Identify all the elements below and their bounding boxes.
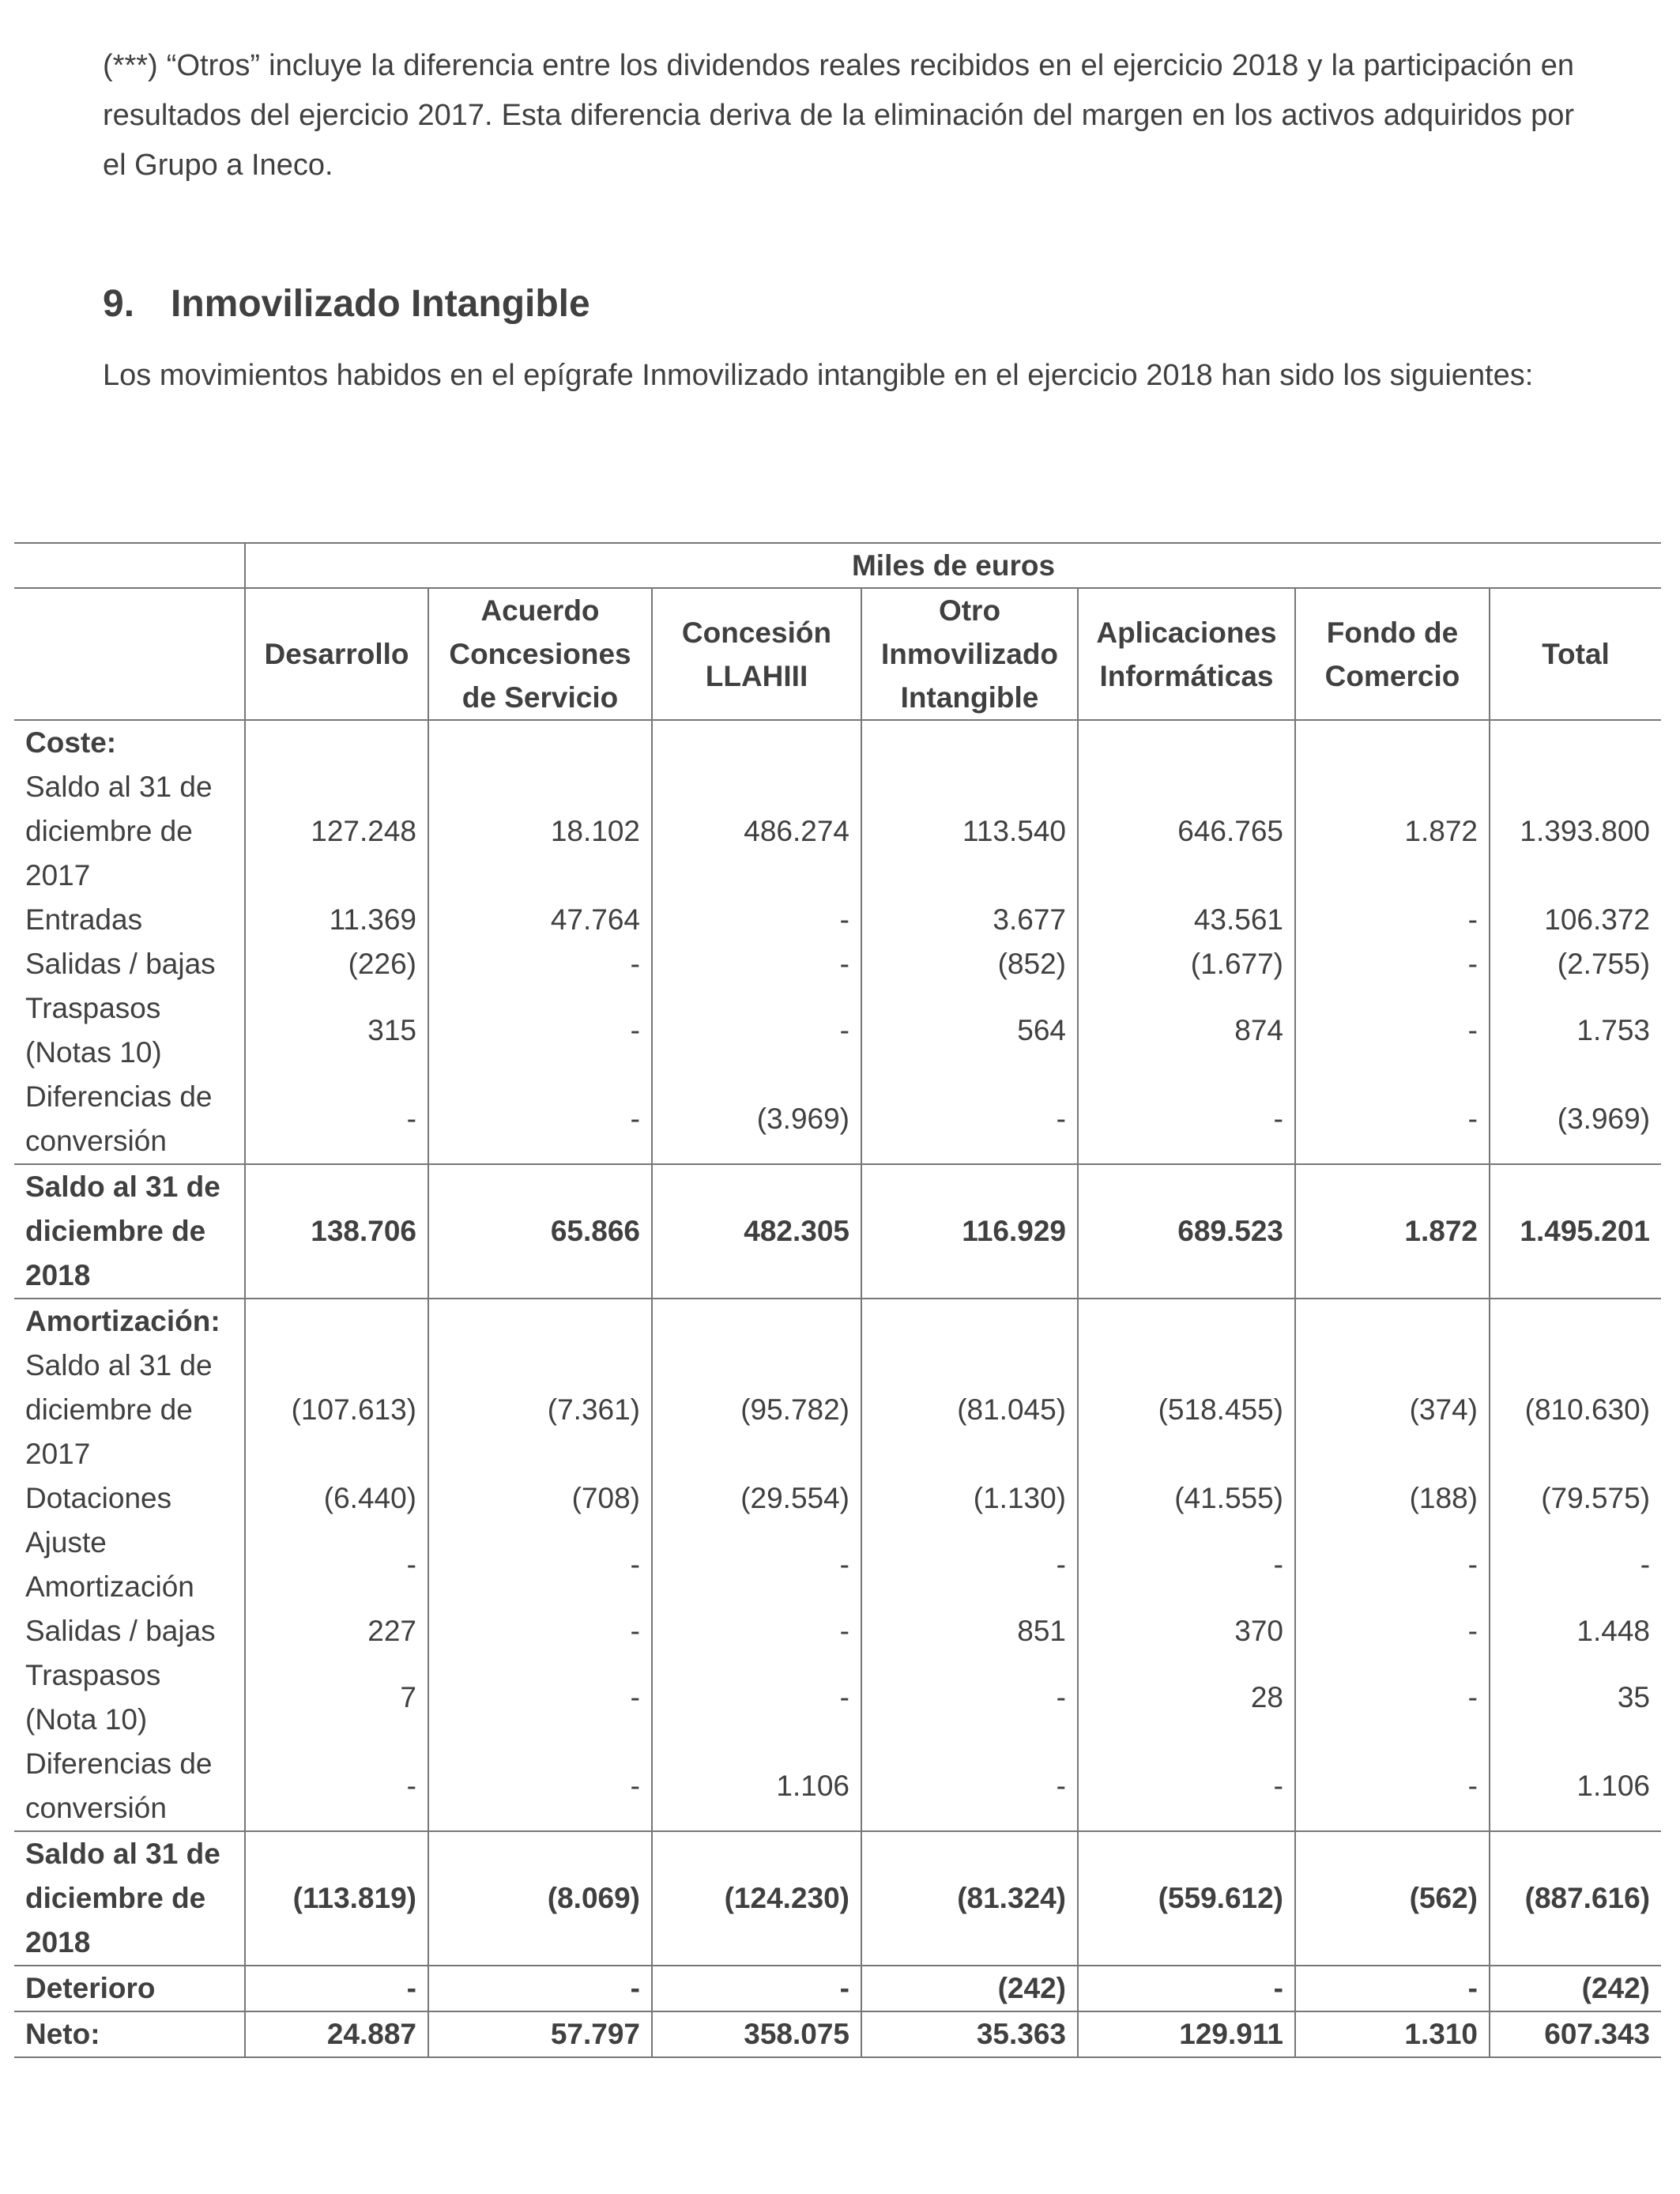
table-cell: (81.324) [861, 1831, 1078, 1966]
table-cell: 35 [1490, 1653, 1661, 1742]
table-cell: 57.797 [428, 2011, 652, 2057]
table-cell-empty [1295, 720, 1490, 765]
table-cell: (95.782) [652, 1344, 861, 1476]
section-title-row [14, 720, 1661, 765]
table-cell-empty [428, 720, 652, 765]
table-cell: 1.310 [1295, 2011, 1490, 2057]
table-cell: (7.361) [428, 1344, 652, 1476]
table-cell: 3.677 [861, 898, 1078, 942]
section-title-row [14, 1299, 1661, 1344]
table-cell: - [1295, 1742, 1490, 1831]
table-cell: (3.969) [1490, 1075, 1661, 1164]
section-number: 9. [103, 283, 135, 325]
table-cell: 1.495.201 [1490, 1164, 1661, 1299]
table-cell: - [245, 1966, 428, 2011]
table-cell: - [245, 1742, 428, 1831]
table-cell: 1.872 [1295, 1164, 1490, 1299]
table-cell: - [428, 986, 652, 1075]
table-row [14, 1344, 1661, 1476]
table-cell: - [652, 1609, 861, 1653]
row-label: Entradas [25, 903, 143, 936]
table-cell: 689.523 [1078, 1164, 1295, 1299]
table-cell: 116.929 [861, 1164, 1078, 1299]
table-cell: 315 [245, 986, 428, 1075]
table-cell: 11.369 [245, 898, 428, 942]
table-cell: 874 [1078, 986, 1295, 1075]
table-cell: - [1295, 1966, 1490, 2011]
row-label: Salidas / bajas [25, 948, 216, 980]
table-cell: 851 [861, 1609, 1078, 1653]
table-cell: - [1295, 1609, 1490, 1653]
table-cell: (242) [1490, 1966, 1661, 2011]
footnote-paragraph: (***) “Otros” incluye la diferencia entre los dividendos reales recibidos en el ejercicio 2018 y la participación en resultados del ejercicio 2017. Esta diferencia deriva de la eliminación del margen en los activos adquiridos por el Grupo a Ineco. [103, 49, 1574, 182]
row-label: Ajuste Amortización [25, 1526, 194, 1603]
table-cell-empty [1078, 720, 1295, 765]
table-row [14, 1075, 1661, 1164]
table-cell: 138.706 [245, 1164, 428, 1299]
table-cell: (559.612) [1078, 1831, 1295, 1966]
table-cell-empty [652, 1299, 861, 1344]
subtotal-row [14, 1164, 1661, 1299]
table-cell: (518.455) [1078, 1344, 1295, 1476]
table-cell: 646.765 [1078, 765, 1295, 898]
table-cell: - [1295, 1075, 1490, 1164]
table-cell: - [652, 942, 861, 986]
table-cell: 129.911 [1078, 2011, 1295, 2057]
row-label: Dotaciones [25, 1482, 172, 1514]
table-cell: (2.755) [1490, 942, 1661, 986]
table-cell: (6.440) [245, 1476, 428, 1521]
table-cell: - [1078, 1966, 1295, 2011]
table-cell: - [861, 1075, 1078, 1164]
table-cell: - [1078, 1521, 1295, 1609]
table-cell: - [428, 942, 652, 986]
table-cell: (242) [861, 1966, 1078, 2011]
table-cell: 227 [245, 1609, 428, 1653]
table-cell: - [652, 1521, 861, 1609]
table-cell: (562) [1295, 1831, 1490, 1966]
table-cell: - [1490, 1521, 1661, 1609]
table-cell: 127.248 [245, 765, 428, 898]
table-cell: 1.872 [1295, 765, 1490, 898]
column-header: Otro Inmovilizado Intangible [861, 588, 1078, 720]
table-cell: (81.045) [861, 1344, 1078, 1476]
table-cell: 1.448 [1490, 1609, 1661, 1653]
table-cell: 47.764 [428, 898, 652, 942]
header-empty [14, 543, 245, 588]
table-cell: - [1295, 1521, 1490, 1609]
table-cell: (226) [245, 942, 428, 986]
table-cell: - [1295, 898, 1490, 942]
row-label: Traspasos (Nota 10) [25, 1659, 161, 1736]
table-cell: 482.305 [652, 1164, 861, 1299]
table-cell: - [652, 986, 861, 1075]
row-label: Saldo al 31 de diciembre de 2017 [25, 1349, 213, 1470]
header-empty-2 [14, 588, 245, 720]
row-label: Saldo al 31 de diciembre de 2018 [25, 1171, 220, 1291]
table-row [14, 986, 1661, 1075]
table-row [14, 1653, 1661, 1742]
table-cell: - [1295, 942, 1490, 986]
table-cell-empty [1490, 720, 1661, 765]
row-label: Traspasos (Notas 10) [25, 992, 162, 1069]
table-cell: (188) [1295, 1476, 1490, 1521]
row-label: Diferencias de conversión [25, 1080, 213, 1157]
table-cell: 1.106 [652, 1742, 861, 1831]
table-cell: (3.969) [652, 1075, 861, 1164]
row-label: Saldo al 31 de diciembre de 2017 [25, 771, 213, 892]
table-cell: 358.075 [652, 2011, 861, 2057]
table-cell: (810.630) [1490, 1344, 1661, 1476]
subtotal-row [14, 1831, 1661, 1966]
table-cell: 18.102 [428, 765, 652, 898]
table-cell: (1.677) [1078, 942, 1295, 986]
table-cell: 7 [245, 1653, 428, 1742]
table-cell: - [1078, 1075, 1295, 1164]
column-header: Concesión LLAHIII [652, 588, 861, 720]
table-cell: - [428, 1075, 652, 1164]
table-row [14, 765, 1661, 898]
impairment-row [14, 1966, 1661, 2011]
row-label: Saldo al 31 de diciembre de 2018 [25, 1838, 220, 1958]
table-cell: - [652, 898, 861, 942]
table-cell: 370 [1078, 1609, 1295, 1653]
table-cell: - [428, 1609, 652, 1653]
table-cell: 607.343 [1490, 2011, 1661, 2057]
table-cell: (852) [861, 942, 1078, 986]
table-body [14, 720, 1661, 2057]
table-row [14, 942, 1661, 986]
table-cell: 486.274 [652, 765, 861, 898]
table-cell: (8.069) [428, 1831, 652, 1966]
table-cell-empty [861, 1299, 1078, 1344]
table-cell: (113.819) [245, 1831, 428, 1966]
table-cell: (887.616) [1490, 1831, 1661, 1966]
column-header: Fondo de Comercio [1295, 588, 1490, 720]
table-cell: (124.230) [652, 1831, 861, 1966]
table-cell: 564 [861, 986, 1078, 1075]
table-cell: - [1078, 1742, 1295, 1831]
table-cell: (1.130) [861, 1476, 1078, 1521]
table-cell: - [861, 1521, 1078, 1609]
table-cell: (374) [1295, 1344, 1490, 1476]
row-label: Deterioro [25, 1972, 156, 2004]
table-cell: 1.393.800 [1490, 765, 1661, 898]
table-row [14, 1521, 1661, 1609]
table-cell: - [861, 1653, 1078, 1742]
table-cell: - [861, 1742, 1078, 1831]
table-cell: - [652, 1966, 861, 2011]
table-cell: (708) [428, 1476, 652, 1521]
section-label: Amortización: [25, 1305, 220, 1337]
table-cell-empty [861, 720, 1078, 765]
section-heading [103, 277, 590, 332]
table-row [14, 898, 1661, 942]
table-cell: (41.555) [1078, 1476, 1295, 1521]
table-cell: 65.866 [428, 1164, 652, 1299]
table-cell-empty [1295, 1299, 1490, 1344]
table-cell: (79.575) [1490, 1476, 1661, 1521]
table-cell: 43.561 [1078, 898, 1295, 942]
table-cell: (29.554) [652, 1476, 861, 1521]
table-cell: - [1295, 986, 1490, 1075]
net-total-row [14, 2011, 1661, 2057]
table-row [14, 1742, 1661, 1831]
table-cell-empty [428, 1299, 652, 1344]
table-cell: 28 [1078, 1653, 1295, 1742]
table-cell-empty [652, 720, 861, 765]
table-cell: 113.540 [861, 765, 1078, 898]
table-cell: - [428, 1742, 652, 1831]
table-cell: - [1295, 1653, 1490, 1742]
table-row [14, 1609, 1661, 1653]
table-cell: - [428, 1521, 652, 1609]
table-cell: - [652, 1653, 861, 1742]
row-label: Salidas / bajas [25, 1615, 216, 1647]
column-header: Aplicaciones Informáticas [1078, 588, 1295, 720]
table-cell-empty [245, 720, 428, 765]
table-cell: 106.372 [1490, 898, 1661, 942]
table-cell: 24.887 [245, 2011, 428, 2057]
section-intro-paragraph: Los movimientos habidos en el epígrafe Inmovilizado intangible en el ejercicio 2018 han sido los siguientes: [103, 359, 1534, 392]
table-cell-empty [245, 1299, 428, 1344]
table-cell: - [245, 1521, 428, 1609]
table-cell: 1.106 [1490, 1742, 1661, 1831]
table-cell: - [245, 1075, 428, 1164]
table-cell: - [428, 1653, 652, 1742]
table-cell: (107.613) [245, 1344, 428, 1476]
group-header: Miles de euros [245, 543, 1661, 588]
table-cell: 1.753 [1490, 986, 1661, 1075]
column-header: Desarrollo [245, 588, 428, 720]
section-label: Coste: [25, 726, 117, 759]
column-header: Acuerdo Concesiones de Servicio [428, 588, 652, 720]
table-cell: - [428, 1966, 652, 2011]
table-row [14, 1476, 1661, 1521]
intangible-assets-table [14, 542, 1661, 2058]
table-cell-empty [1490, 1299, 1661, 1344]
row-label: Neto: [25, 2018, 100, 2050]
section-title: Inmovilizado Intangible [171, 283, 590, 325]
table-cell: 35.363 [861, 2011, 1078, 2057]
row-label: Diferencias de conversión [25, 1747, 213, 1824]
column-header: Total [1490, 588, 1661, 720]
table-cell-empty [1078, 1299, 1295, 1344]
